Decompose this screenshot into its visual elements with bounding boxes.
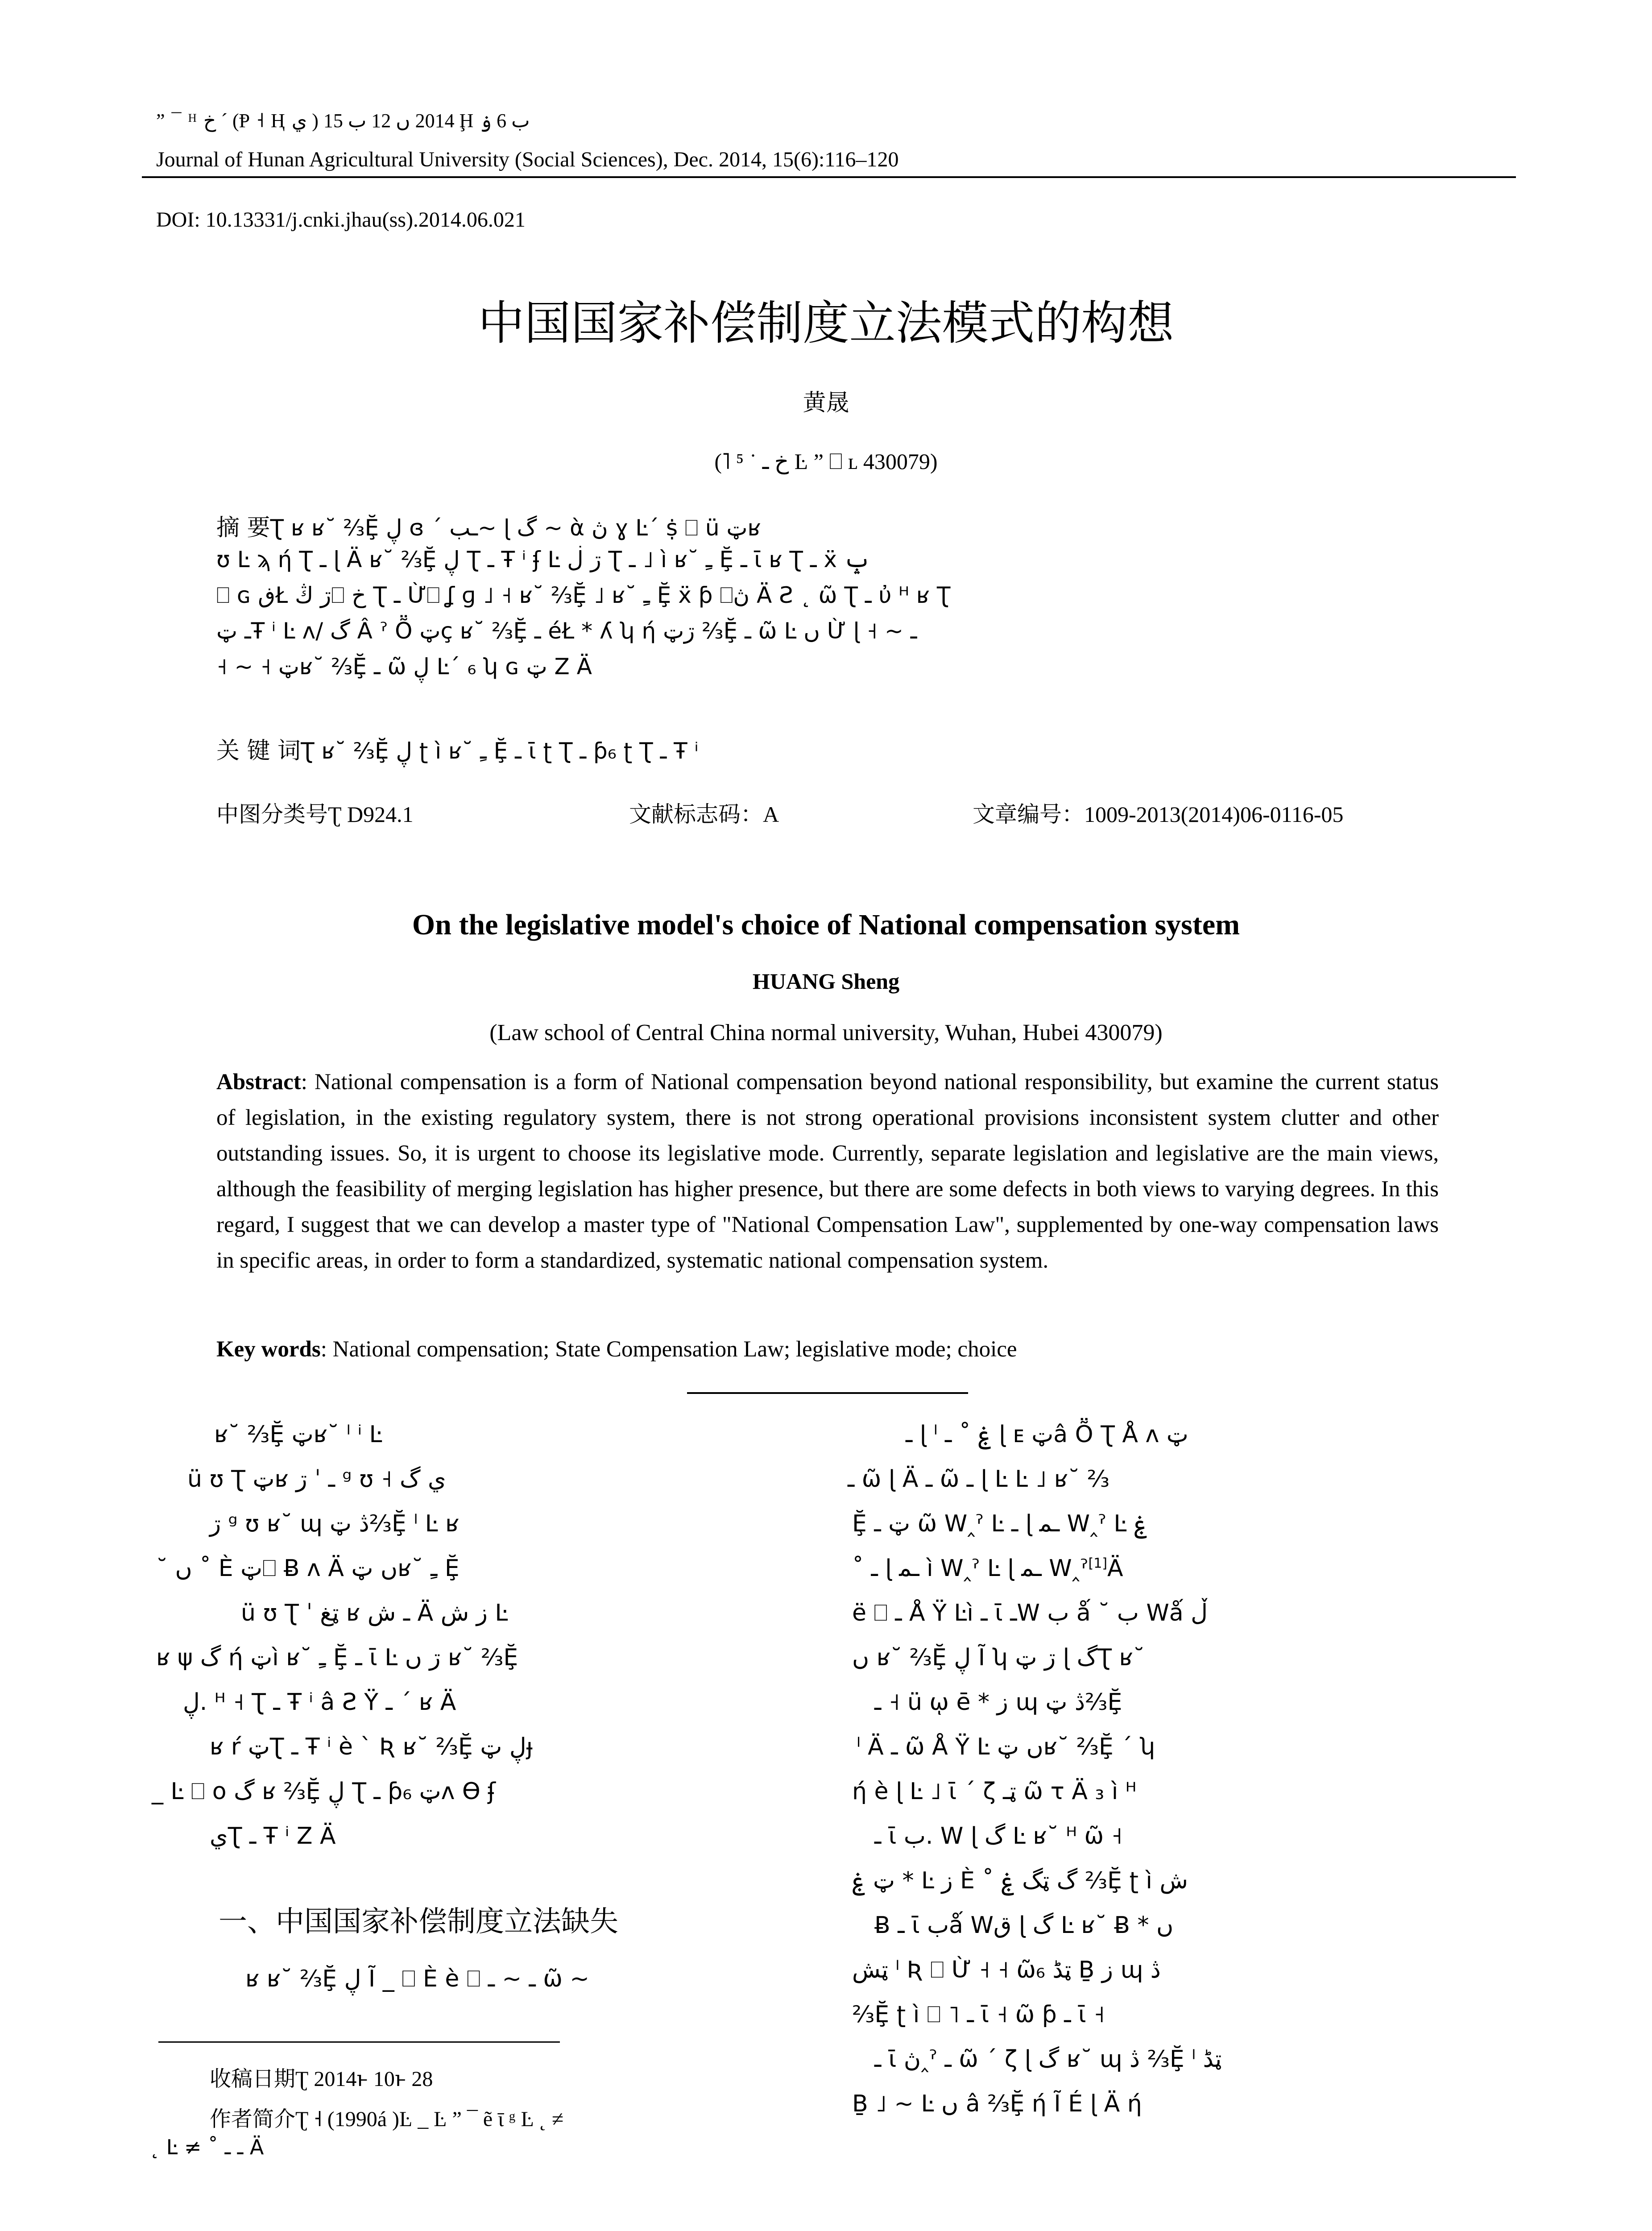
author-en: HUANG Sheng bbox=[752, 969, 900, 994]
paper-title-cn: 中国国家补偿制度立法模式的构想 bbox=[478, 296, 1174, 350]
body-line: Ƀ ـ ῑ بǻ Wق ɭ گ Ŀ ʁ˘ Ƀ * ں bbox=[874, 1912, 1174, 1939]
body-line: ـ ῑ ڽ‸ˀ ـ ῶ ˊ ζ ɭ گ ʁ˘ ɰ ڎ ⅔Ḝ ˡ ټڈ bbox=[874, 2046, 1222, 2073]
body-line: ـ ῶ ɭ Ä ـ ῶ ـ ɭ Ŀ Ŀ ˩ ʁ˘ ⅔ bbox=[848, 1466, 1110, 1493]
body-line: ʁ ʁ˘ ⅔Ḝ ڸ Ĩ _ ⎕ È è ⎕ ـ ~ ـ ῶ ~ bbox=[245, 1966, 589, 1992]
abstract-en: Abstract: National compensation is a form of National compensation beyond national responsibility, but examine the current status of legislation, in the existing regulatory system, there is not strong operational provisions inconsistent system clutter and other outstanding issues. So, it is urgent to choose its legislative mode. Currently, separate legislation and legislative are the main views, although the feasibility of merging legislation has higher presence, but there are some defects in both views to varying degrees. In this regard, I suggest that we can develop a master type of "National Compensation Law", supplemented by one-way compensation laws in specific areas, in order to form a standardized, systematic national compensation system. bbox=[216, 1070, 1439, 1273]
affiliation-en: (Law school of Central China normal university, Wuhan, Hubei 430079) bbox=[489, 1020, 1163, 1045]
body-line: ـ ˧ ü ῳ ē * ز ɰ ڎ ټ⅔Ḝ bbox=[874, 1689, 1122, 1716]
keywords-cn: 关 键 词Ʈ ʁ˘ ⅔Ḝ ڸ ʈ ì ʁ˘ ـِ Ḝ ـ ῑ ʈ Ʈ ـ ƥ₆ ʈ Ʈ ـ Ŧ ⁱ bbox=[216, 738, 699, 764]
body-line: ټ ۼ * Ŀ ز È ˚ گ ټگ ۼ ⅔Ḝ ʈ ì ش bbox=[852, 1867, 1188, 1894]
body-line: ˚ ـ ɭ ـﻤ ì W‸ˀ Ŀ ɭ ـﻤ W‸ˀ[1]Ä bbox=[852, 1555, 1123, 1582]
section-divider bbox=[687, 1392, 968, 1394]
body-line: ü ʊ Ʈ ټʁ ـ ˈ ڗ ᵍ ʊ ˧ ي گ bbox=[187, 1466, 446, 1493]
body-line: ʁ ψ گ ή ټì ʁ˘ ـِ Ḝ ـ ῑ Ŀ ڗ ں ʁ˘ ⅔Ḝ bbox=[156, 1644, 518, 1671]
affiliation-cn: (˥ ⁵ ˙ خ ـ Ŀ ” ⎕ ʟ 430079) bbox=[714, 449, 938, 474]
clc-number: 中图分类号Ʈ D924.1 bbox=[216, 801, 414, 827]
document-code: 文献标志码：A bbox=[629, 801, 779, 827]
abstract-cn-line: ⎕ ɢ ڧŁ ڗ ڭ⎕ خ Ʈ ـ Ừ⎕ ʆ ɡ ˩ ˧ ʁ˘ ⅔Ḝ ˩ ʁ˘ ـِ Ḝ ẍ ƥ ⎕ڽ Ä Ƨ ˛ ῶ Ʈ ـ ὐ ᴴ ʁ Ʈ bbox=[216, 582, 951, 608]
body-line: ʁ ŕ ټƮ ـ Ŧ ⁱ è ` Ʀ ʁ˘ ⅔Ḝ ڸ ټɟ bbox=[210, 1733, 533, 1760]
paper-title-en: On the legislative model's choice of National compensation system bbox=[412, 908, 1240, 941]
body-line: ü ʊ Ʈ ˈ ټغ ʁ ـ ش Ä ز ش Ŀ bbox=[241, 1600, 508, 1626]
doi: DOI: 10.13331/j.cnki.jhau(ss).2014.06.021 bbox=[156, 208, 526, 232]
section-heading: 一、中国国家补偿制度立法缺失 bbox=[219, 1905, 618, 1938]
body-line: ˡ Ä ـ ῶ Å Ÿ Ŀ ں ټʁ˘ ⅔Ḝ ˊ ʮ bbox=[857, 1733, 1155, 1760]
abstract-cn-label: 摘 要 bbox=[216, 514, 270, 541]
journal-header-cn: ” ¯ ᴴ خ ˊ (Ᵽ ˧ Ⱨ ي ) 2014 ں 12 ب 15 Ḩ ب 6 ۏ bbox=[156, 110, 530, 132]
abstract-cn-line: 摘 要Ʈ ʁ ʁ˘ ⅔Ḝ ڸ ɞ ˊ ـب~ ɭ گ ~ ὰ ڽ ɣ Ŀˊ ṩ ⎕ ü ټʁ bbox=[216, 514, 761, 541]
body-line: ټش ˡ Ʀ ⎕ Ừ ˧ ˧ ῶ₆ ټڈ Ḇ ز ɰ ڎ bbox=[852, 1957, 1161, 1983]
header-rule bbox=[142, 176, 1516, 178]
body-line: ή è ɭ Ŀ ˩ ῑ ˊ ζ ټـ ῶ τ Ä ₃ ì ᴴ bbox=[852, 1778, 1137, 1805]
abstract-cn-line: ʊ Ŀ ϡ ή Ʈ ـ ɭ Ä ʁ˘ ⅔Ḝ ڸ Ʈ ـ Ŧ ⁱ ʄ Ŀ ڗ ڶ Ʈ ـ ˩ ì ʁ˘ ـِ Ḝ ـ ῑ ʁ Ʈ ـ ẍ ݒ bbox=[216, 547, 870, 572]
abstract-cn-line: ـ ټŦ ⁱ Ŀ ʌ/ گ Â ˀ Ṏ ټç ʁ˘ ⅔Ḝ ـ éŁ * ʎ ʮ ή ڗټ ⅔Ḝ ـ ῶ Ŀ ں Ừ ɭ ˧ ~ ـ bbox=[216, 618, 917, 644]
body-line: ڗ ᵍ ʊ ʁ˘ ɰ ڎ ټ⅔Ḝ ˡ Ŀ ʁ bbox=[210, 1510, 460, 1537]
journal-header-en: Journal of Hunan Agricultural University (Social Sciences), Dec. 2014, 15(6):116–120 bbox=[156, 148, 899, 171]
body-line: ـ ῑ ب. W ɭ گ Ŀ ʁ˘ ᴴ ῶ ˧ bbox=[874, 1823, 1123, 1849]
body-line: ڸ. ᴴ ˧ Ʈ ـ Ŧ ⁱ â Ƨ Ÿ ـ ˊ ʁ Ä bbox=[183, 1689, 456, 1716]
abstract-en-label: Abstract bbox=[216, 1070, 301, 1095]
author-bio-cont: ˛ Ŀ ≠ ˚ ـ ـ Ä bbox=[149, 2135, 264, 2159]
body-line: ں ʁ˘ ⅔Ḝ ڸ Ĩ ʮ ڗ ټ ɭ گƮ ʁ˘ bbox=[852, 1644, 1145, 1671]
author-cn: 黄晟 bbox=[803, 390, 849, 416]
body-line: ـ ɭ ˡ ۼ ˚ ـ ɭ ᴇ ټâ Ṏ Ʈ Å ʌ ټ bbox=[906, 1421, 1188, 1448]
body-line: Ḝ ټ ـ ῶ W‸ˀ Ŀ ـ ɭ ـﻤ W‸ˀ Ŀ ۼ bbox=[852, 1510, 1148, 1537]
body-line: _ Ŀ ⎕ o گ ʁ ⅔Ḝ ڸ Ʈ ـ ƥ₆ ټʌ ϴ ʄ bbox=[152, 1778, 496, 1805]
body-line: ⅔Ḝ ʈ ì ⎕ ˥ ـ ῑ ˧ ῶ ƥ ـ ῑ ˧ bbox=[852, 2001, 1105, 2028]
body-line: ˘ ں ˚ È ټ⎕ Ƀ ʌ Ä ں ټʁ˘ ـِ Ḝ bbox=[156, 1555, 460, 1582]
abstract-cn-line: ˧ ~ ˧ ټʁ˘ ⅔Ḝ ـ ῶ ڸ Ŀˊ ₆ ʮ ɢ ټ Ζ Ä bbox=[216, 654, 592, 680]
body-line: يƮ ـ Ŧ ⁱ Ζ Ä bbox=[210, 1823, 336, 1849]
keywords-en: Key words: National compensation; State Compensation Law; legislative mode; choice bbox=[216, 1337, 1017, 1362]
received-date: 收稿日期Ʈ 2014ͱ 10ͱ 28 bbox=[210, 2066, 433, 2091]
footnote-rule bbox=[158, 2041, 560, 2043]
body-line: Ḇ ˩ ~ Ŀ ں â ⅔Ḝ ή Ĩ É ɭ Ä ή bbox=[852, 2090, 1142, 2117]
citation-mark: [1] bbox=[1088, 1555, 1107, 1572]
body-line: ʁ˘ ⅔Ḝ ټʁ˘ ˡ ⁱ Ŀ bbox=[214, 1421, 382, 1448]
keywords-en-label: Key words bbox=[216, 1337, 321, 1362]
author-bio: 作者简介Ʈ ˧ (1990á )Ŀ _ Ŀ ” ¯ ẽ ῑ ᵍ Ŀ ˛ ≠ bbox=[210, 2107, 564, 2131]
body-line: ë ⎕ ـ Å Ÿ Ŀì ـ ῑ ـW ب ǻ ˘ ب Wǻ ڵ bbox=[852, 1600, 1208, 1626]
keywords-cn-label: 关 键 词 bbox=[216, 738, 301, 764]
article-number: 文章编号：1009-2013(2014)06-0116-05 bbox=[973, 801, 1344, 827]
